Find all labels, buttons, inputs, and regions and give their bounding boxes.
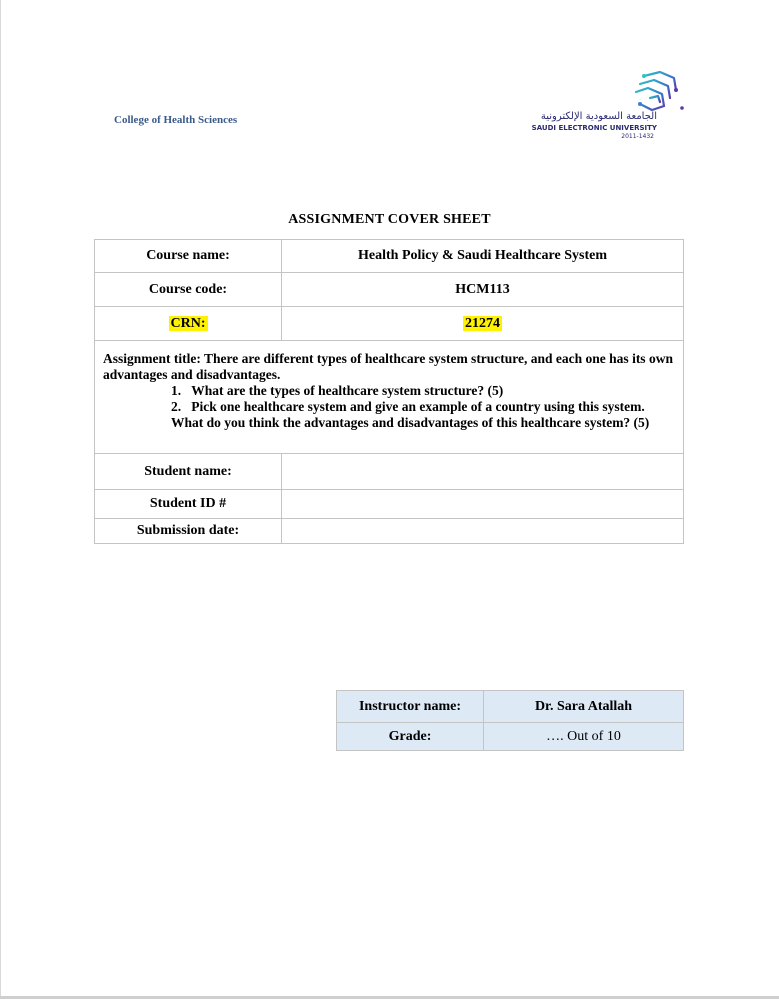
assignment-cell — [95, 341, 684, 454]
cover-sheet-table — [94, 239, 684, 544]
course-name-value: Health Policy & Saudi Healthcare System — [282, 240, 684, 273]
crn-label: CRN: — [170, 315, 206, 331]
question-1: 1. What are the types of healthcare system structure? (5) — [171, 383, 504, 398]
student-id-label: Student ID # — [95, 490, 282, 519]
course-code-value: HCM113 — [282, 273, 684, 307]
grade-label: Grade: — [337, 723, 484, 751]
assignment-title: Assignment title: There are different types of healthcare system structure, and each one has its own advantages and disadvantages. — [103, 351, 673, 382]
course-name-label: Course name: — [95, 240, 282, 273]
assignment-row — [95, 341, 684, 454]
student-name-row — [95, 454, 684, 490]
page-title: ASSIGNMENT COVER SHEET — [288, 212, 491, 227]
submission-date-row — [95, 519, 684, 544]
grading-table — [336, 690, 684, 751]
page-edge — [0, 0, 1, 999]
question-2: 2. Pick one healthcare system and give an example of a country using this system. — [171, 399, 645, 414]
instructor-value: Dr. Sara Atallah — [484, 691, 684, 723]
course-code-row — [95, 273, 684, 307]
question-2-continued: What do you think the advantages and disadvantages of this healthcare system? (5) — [171, 415, 650, 430]
student-id-field[interactable] — [282, 490, 684, 519]
university-logo — [525, 68, 685, 144]
student-name-field[interactable] — [282, 454, 684, 490]
submission-date-label: Submission date: — [95, 519, 282, 544]
crn-row — [95, 307, 684, 341]
grade-value[interactable]: …. Out of 10 — [484, 723, 684, 751]
logo-english-text: SAUDI ELECTRONIC UNIVERSITY — [531, 124, 657, 132]
logo-arabic-text: الجامعة السعودية الإلكترونية — [540, 111, 657, 122]
submission-date-field[interactable] — [282, 519, 684, 544]
crn-value: 21274 — [465, 315, 500, 331]
grade-row — [337, 723, 684, 751]
course-name-row — [95, 240, 684, 273]
student-id-row — [95, 490, 684, 519]
instructor-row — [337, 691, 684, 723]
university-logo-icon — [630, 68, 686, 114]
student-name-label: Student name: — [95, 454, 282, 490]
college-name: College of Health Sciences — [114, 114, 238, 126]
course-code-label: Course code: — [95, 273, 282, 307]
logo-years: 2011-1432 — [621, 133, 654, 140]
instructor-label: Instructor name: — [337, 691, 484, 723]
